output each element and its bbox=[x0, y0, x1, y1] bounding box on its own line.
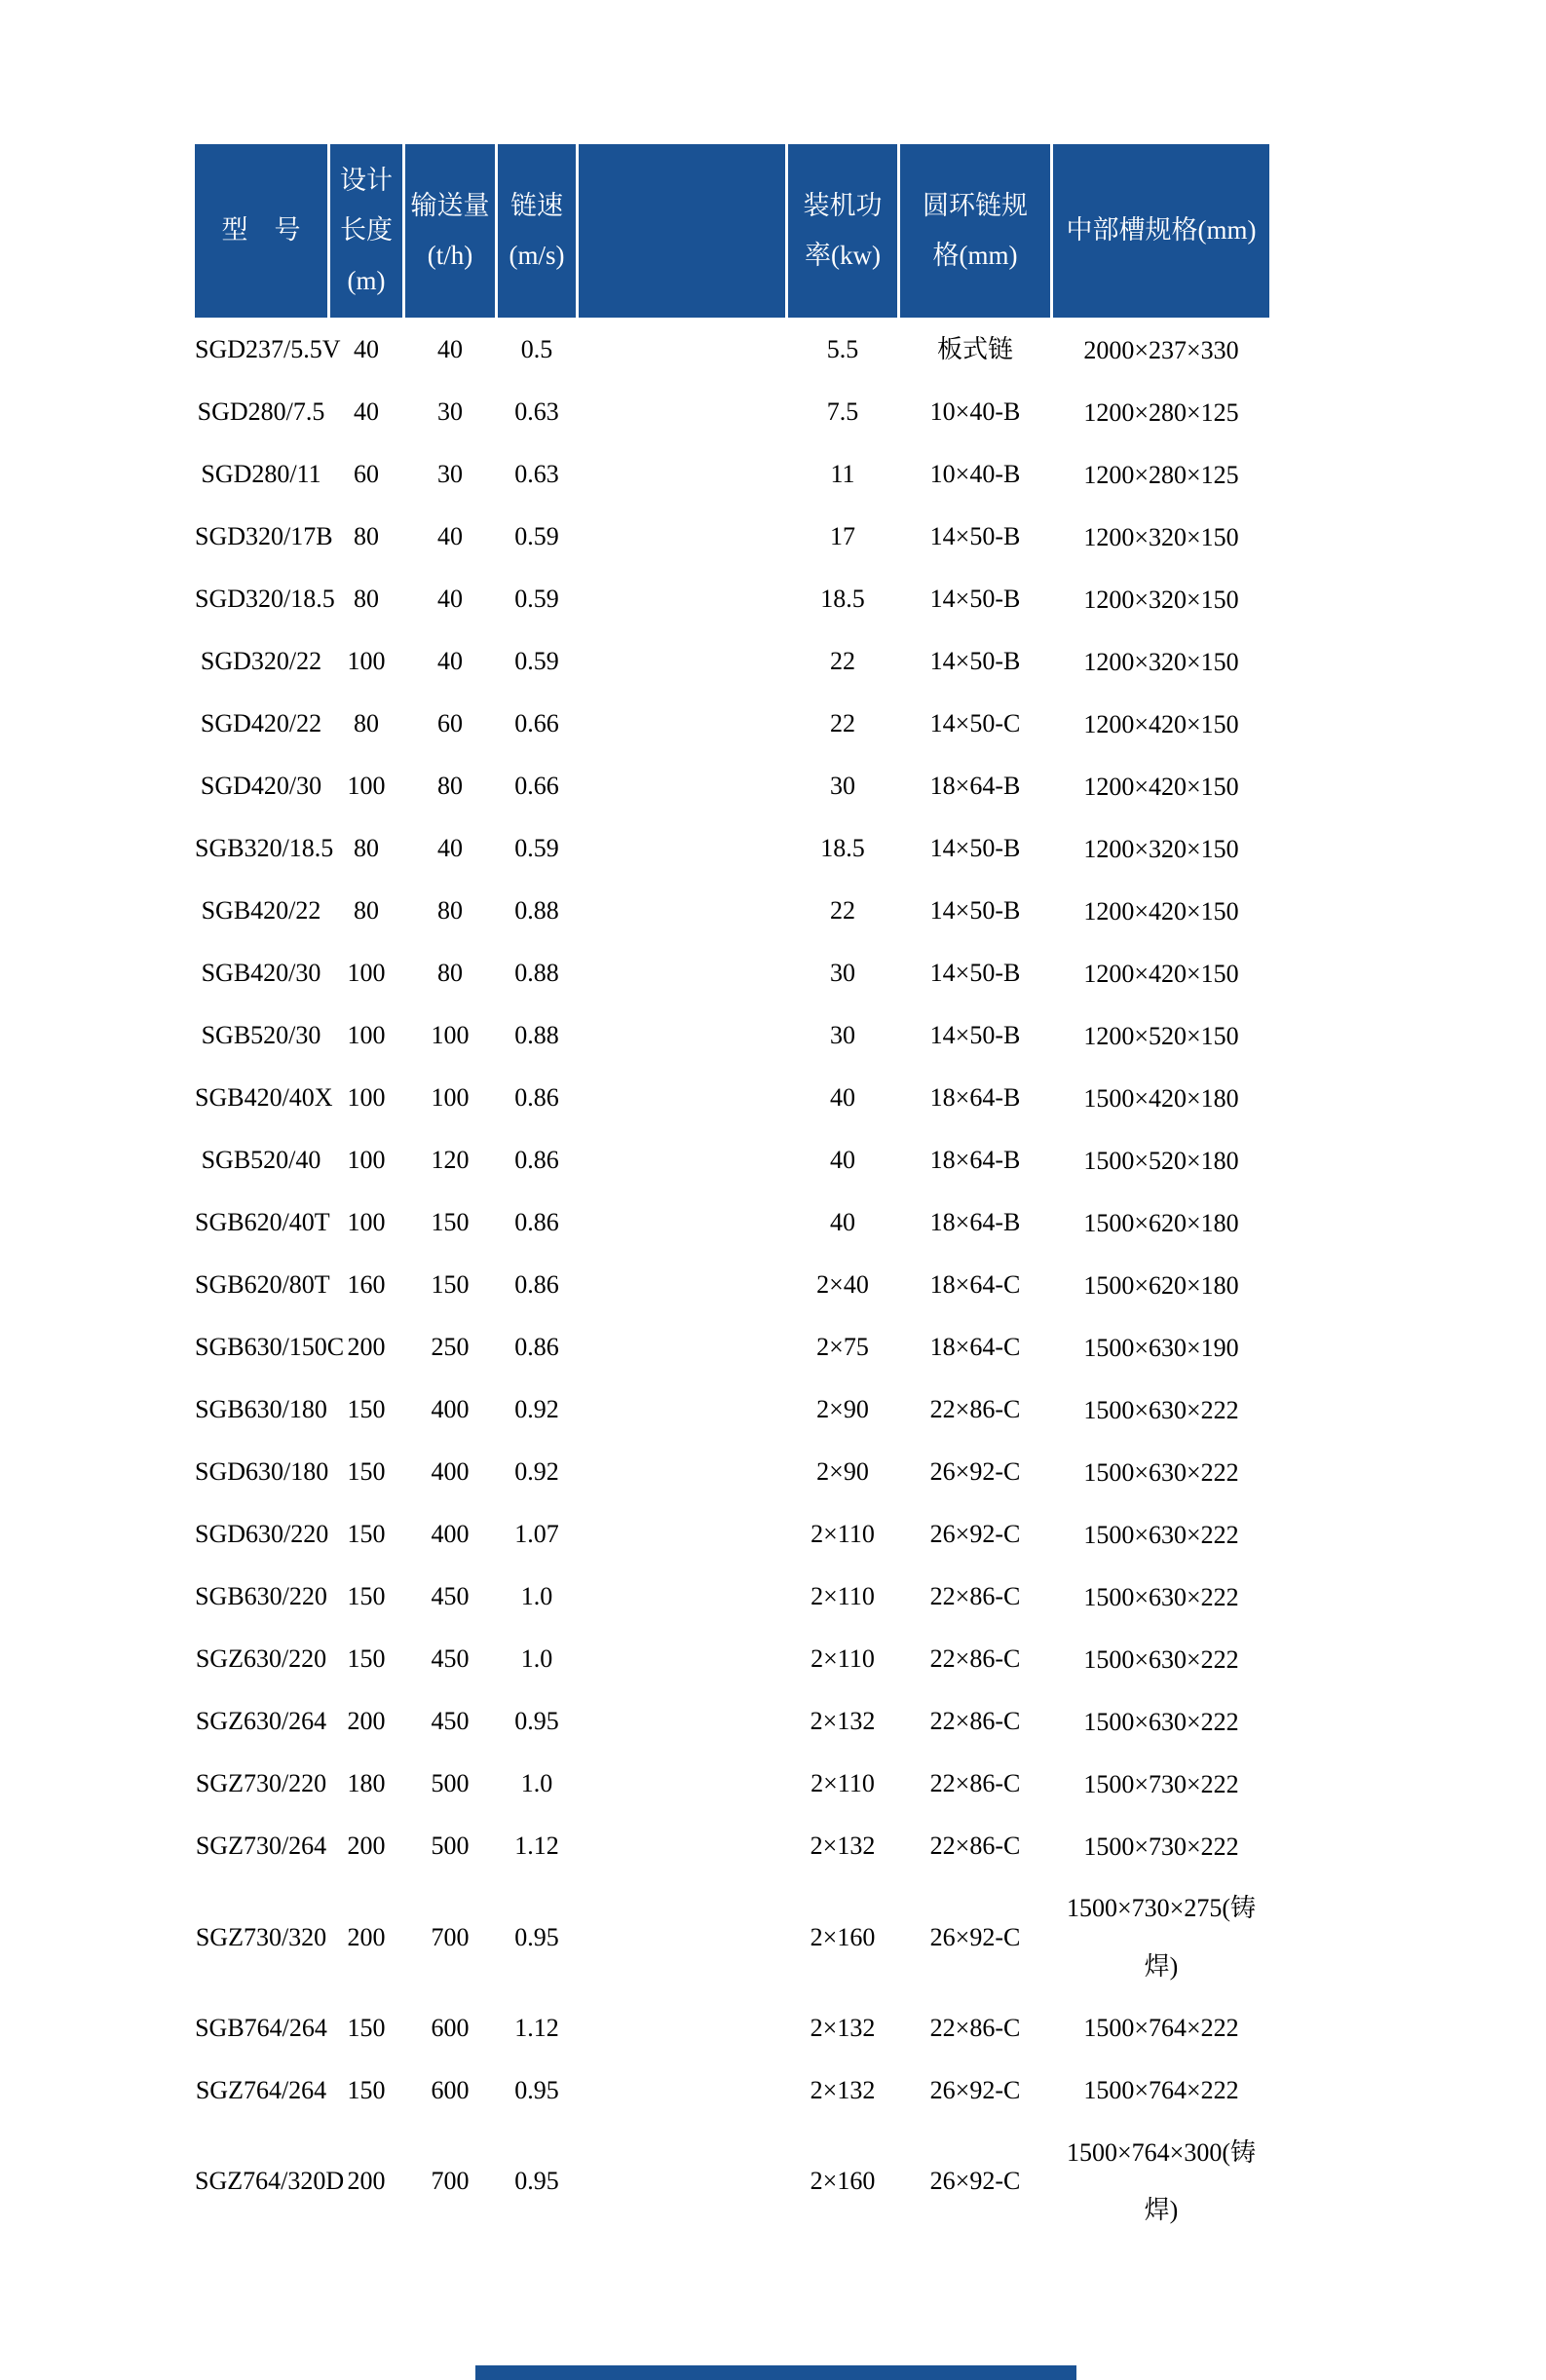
cell-model: SGB520/40 bbox=[201, 1146, 321, 1175]
cell-spacer bbox=[579, 1755, 785, 1814]
cell-installed-power: 2×132 bbox=[810, 1832, 876, 1861]
cell-middle-trough-spec: 1500×730×222 bbox=[1083, 1769, 1239, 1798]
cell-chain-speed: 0.88 bbox=[514, 1021, 559, 1050]
table-row bbox=[195, 383, 1269, 442]
cell-spacer bbox=[579, 321, 785, 380]
cell-ring-chain-spec: 18×64-B bbox=[929, 1208, 1021, 1237]
table-row bbox=[195, 944, 1269, 1003]
cell-chain-speed: 0.95 bbox=[514, 1707, 559, 1736]
column-header-line: 输送量 bbox=[410, 190, 490, 220]
cell-capacity: 40 bbox=[437, 335, 463, 364]
column-header-ring-chain-spec bbox=[900, 144, 1050, 318]
table-row bbox=[195, 1630, 1269, 1689]
cell-model: SGD237/5.5V bbox=[195, 335, 341, 364]
cell-chain-speed: 1.07 bbox=[514, 1520, 559, 1549]
spec-table bbox=[192, 141, 1272, 2243]
cell-spacer bbox=[579, 944, 785, 1003]
cell-spacer bbox=[579, 1318, 785, 1378]
cell-chain-speed: 0.63 bbox=[514, 460, 559, 489]
cell-chain-speed: 1.0 bbox=[520, 1582, 553, 1611]
table-row bbox=[195, 2061, 1269, 2121]
cell-spacer bbox=[579, 757, 785, 816]
cell-capacity: 700 bbox=[431, 1922, 470, 1951]
cell-installed-power: 5.5 bbox=[826, 335, 859, 364]
cell-capacity: 40 bbox=[437, 522, 463, 551]
cell-capacity: 40 bbox=[437, 834, 463, 863]
cell-installed-power: 30 bbox=[830, 1021, 855, 1050]
cell-capacity: 40 bbox=[437, 647, 463, 676]
cell-model: SGB420/40X bbox=[195, 1083, 333, 1113]
cell-ring-chain-spec: 14×50-B bbox=[929, 647, 1021, 676]
table-row bbox=[195, 1193, 1269, 1253]
cell-ring-chain-spec: 14×50-B bbox=[929, 959, 1021, 988]
cell-ring-chain-spec: 18×64-C bbox=[929, 1270, 1021, 1300]
cell-model: SGB520/30 bbox=[201, 1021, 321, 1050]
cell-ring-chain-spec: 22×86-C bbox=[929, 1644, 1021, 1674]
cell-installed-power: 7.5 bbox=[826, 397, 859, 427]
cell-capacity: 100 bbox=[431, 1021, 470, 1050]
cell-capacity: 150 bbox=[431, 1270, 470, 1300]
cell-design-length: 40 bbox=[354, 397, 379, 427]
cell-middle-trough-spec: 1500×630×222 bbox=[1083, 1395, 1239, 1424]
next-table-partial-header-bar bbox=[475, 2365, 1076, 2380]
cell-chain-speed: 0.86 bbox=[514, 1270, 559, 1300]
cell-middle-trough-spec: 1500×630×222 bbox=[1083, 1582, 1239, 1611]
table-row bbox=[195, 1755, 1269, 1814]
cell-design-length: 80 bbox=[354, 585, 379, 614]
cell-middle-trough-spec: 1200×320×150 bbox=[1083, 522, 1239, 551]
cell-installed-power: 2×110 bbox=[811, 1582, 875, 1611]
cell-chain-speed: 1.0 bbox=[520, 1644, 553, 1674]
cell-design-length: 100 bbox=[347, 1083, 386, 1113]
cell-model: SGB764/264 bbox=[195, 2013, 327, 2042]
cell-ring-chain-spec: 14×50-C bbox=[929, 709, 1021, 738]
cell-model: SGZ630/264 bbox=[195, 1707, 327, 1736]
column-header-line: 链速 bbox=[510, 190, 563, 220]
table-row bbox=[195, 1443, 1269, 1502]
cell-installed-power: 2×110 bbox=[811, 1644, 875, 1674]
cell-installed-power: 22 bbox=[830, 896, 855, 926]
cell-middle-trough-spec: 1500×520×180 bbox=[1083, 1146, 1239, 1175]
cell-ring-chain-spec: 18×64-B bbox=[929, 772, 1021, 801]
cell-model: SGD630/220 bbox=[195, 1520, 329, 1549]
cell-middle-trough-spec: 1500×630×190 bbox=[1083, 1333, 1239, 1362]
cell-design-length: 150 bbox=[347, 1582, 386, 1611]
cell-capacity: 60 bbox=[437, 709, 463, 738]
cell-middle-trough-spec: 1500×620×180 bbox=[1083, 1208, 1239, 1237]
column-header-model bbox=[195, 144, 327, 318]
cell-chain-speed: 1.12 bbox=[514, 1832, 559, 1861]
column-header-line: 格(mm) bbox=[932, 241, 1018, 270]
cell-ring-chain-spec: 22×86-C bbox=[929, 1832, 1021, 1861]
cell-capacity: 400 bbox=[431, 1457, 470, 1487]
cell-middle-trough-spec: 1500×764×222 bbox=[1083, 2014, 1239, 2043]
cell-spacer bbox=[579, 632, 785, 692]
cell-middle-trough-spec: 1500×730×222 bbox=[1083, 1832, 1239, 1861]
cell-design-length: 150 bbox=[347, 1644, 386, 1674]
table-row bbox=[195, 321, 1269, 380]
cell-model: SGB420/22 bbox=[201, 896, 321, 926]
cell-capacity: 450 bbox=[431, 1644, 470, 1674]
cell-middle-trough-spec: 1200×420×150 bbox=[1083, 959, 1239, 988]
cell-design-length: 150 bbox=[347, 2013, 386, 2042]
cell-spacer bbox=[579, 445, 785, 505]
cell-model: SGB320/18.5 bbox=[195, 834, 334, 863]
cell-installed-power: 2×40 bbox=[816, 1270, 869, 1300]
cell-chain-speed: 0.86 bbox=[514, 1083, 559, 1113]
cell-capacity: 80 bbox=[437, 772, 463, 801]
cell-model: SGB630/150C bbox=[195, 1333, 345, 1362]
cell-chain-speed: 0.59 bbox=[514, 834, 559, 863]
cell-design-length: 40 bbox=[354, 335, 379, 364]
cell-ring-chain-spec: 14×50-B bbox=[929, 896, 1021, 926]
cell-model: SGD320/22 bbox=[200, 647, 322, 676]
cell-design-length: 80 bbox=[354, 896, 379, 926]
cell-ring-chain-spec: 22×86-C bbox=[929, 1395, 1021, 1424]
cell-installed-power: 2×110 bbox=[811, 1520, 875, 1549]
cell-middle-trough-spec: 1500×630×222 bbox=[1083, 1644, 1239, 1674]
cell-model: SGB620/80T bbox=[195, 1270, 330, 1300]
cell-model: SGB620/40T bbox=[195, 1208, 330, 1237]
cell-capacity: 150 bbox=[431, 1208, 470, 1237]
table-row bbox=[195, 1006, 1269, 1066]
cell-design-length: 80 bbox=[354, 834, 379, 863]
table-row bbox=[195, 2124, 1269, 2241]
column-header-line: 长度 bbox=[340, 215, 393, 246]
cell-ring-chain-spec: 18×64-B bbox=[929, 1146, 1021, 1175]
cell-middle-trough-spec: 1200×420×150 bbox=[1083, 772, 1239, 801]
cell-spacer bbox=[579, 1999, 785, 2059]
cell-spacer bbox=[579, 1630, 785, 1689]
cell-model: SGD280/11 bbox=[201, 460, 321, 489]
cell-capacity: 500 bbox=[431, 1769, 470, 1798]
table-row bbox=[195, 508, 1269, 567]
cell-installed-power: 2×75 bbox=[816, 1333, 869, 1362]
cell-design-length: 60 bbox=[354, 460, 379, 489]
cell-design-length: 100 bbox=[347, 959, 386, 988]
cell-ring-chain-spec: 18×64-B bbox=[929, 1083, 1021, 1113]
cell-middle-trough-spec: 1200×280×125 bbox=[1083, 460, 1239, 489]
cell-spacer bbox=[579, 1879, 785, 1996]
table-row bbox=[195, 632, 1269, 692]
cell-capacity: 400 bbox=[431, 1520, 470, 1549]
cell-spacer bbox=[579, 1069, 785, 1128]
cell-spacer bbox=[579, 1568, 785, 1627]
cell-installed-power: 22 bbox=[830, 709, 855, 738]
table-row bbox=[195, 1131, 1269, 1190]
cell-chain-speed: 0.95 bbox=[514, 2075, 559, 2104]
cell-chain-speed: 0.86 bbox=[514, 1333, 559, 1362]
cell-ring-chain-spec: 22×86-C bbox=[929, 2013, 1021, 2042]
cell-design-length: 100 bbox=[347, 1021, 386, 1050]
cell-capacity: 120 bbox=[431, 1146, 470, 1175]
cell-ring-chain-spec: 22×86-C bbox=[929, 1582, 1021, 1611]
cell-installed-power: 2×160 bbox=[810, 1922, 876, 1951]
cell-spacer bbox=[579, 1443, 785, 1502]
cell-capacity: 30 bbox=[437, 460, 463, 489]
cell-ring-chain-spec: 22×86-C bbox=[929, 1707, 1021, 1736]
cell-spacer bbox=[579, 2061, 785, 2121]
cell-design-length: 150 bbox=[347, 1520, 386, 1549]
cell-installed-power: 11 bbox=[830, 460, 855, 489]
cell-ring-chain-spec: 10×40-B bbox=[929, 397, 1021, 427]
cell-ring-chain-spec: 板式链 bbox=[936, 335, 1013, 364]
cell-ring-chain-spec: 26×92-C bbox=[929, 2167, 1021, 2196]
cell-model: SGZ730/264 bbox=[195, 1832, 327, 1861]
cell-ring-chain-spec: 26×92-C bbox=[929, 1922, 1021, 1951]
cell-ring-chain-spec: 26×92-C bbox=[929, 2075, 1021, 2104]
column-header-capacity bbox=[405, 144, 495, 318]
cell-spacer bbox=[579, 1380, 785, 1440]
cell-capacity: 500 bbox=[431, 1832, 470, 1861]
column-header-line: (m/s) bbox=[509, 241, 565, 270]
cell-spacer bbox=[579, 1006, 785, 1066]
column-header-spacer bbox=[579, 144, 785, 318]
cell-middle-trough-spec: 1200×320×150 bbox=[1083, 834, 1239, 863]
table-row bbox=[195, 1380, 1269, 1440]
cell-spacer bbox=[579, 819, 785, 879]
cell-ring-chain-spec: 22×86-C bbox=[929, 1769, 1021, 1798]
cell-middle-trough-spec: 1200×320×150 bbox=[1083, 647, 1239, 676]
column-header-line: (m) bbox=[347, 265, 386, 295]
column-header-chain-speed bbox=[498, 144, 576, 318]
cell-ring-chain-spec: 14×50-B bbox=[929, 585, 1021, 614]
cell-chain-speed: 0.95 bbox=[514, 2167, 559, 2196]
cell-design-length: 150 bbox=[347, 2075, 386, 2104]
table-row bbox=[195, 882, 1269, 941]
cell-capacity: 600 bbox=[431, 2075, 470, 2104]
cell-model: SGD630/180 bbox=[195, 1457, 329, 1487]
cell-middle-trough-spec: 1200×420×150 bbox=[1083, 709, 1239, 738]
cell-design-length: 100 bbox=[347, 1208, 386, 1237]
cell-capacity: 450 bbox=[431, 1582, 470, 1611]
table-row bbox=[195, 1256, 1269, 1315]
table-row bbox=[195, 445, 1269, 505]
cell-spacer bbox=[579, 1131, 785, 1190]
cell-middle-trough-spec: 1500×764×222 bbox=[1083, 2076, 1239, 2105]
cell-chain-speed: 0.66 bbox=[514, 772, 559, 801]
cell-capacity: 450 bbox=[431, 1707, 470, 1736]
cell-model: SGZ764/264 bbox=[195, 2075, 327, 2104]
cell-ring-chain-spec: 26×92-C bbox=[929, 1457, 1021, 1487]
cell-installed-power: 18.5 bbox=[820, 834, 865, 863]
cell-spacer bbox=[579, 2124, 785, 2241]
cell-spacer bbox=[579, 508, 785, 567]
cell-design-length: 200 bbox=[347, 1333, 386, 1362]
cell-installed-power: 2×132 bbox=[810, 1707, 876, 1736]
cell-chain-speed: 1.12 bbox=[514, 2013, 559, 2042]
cell-installed-power: 40 bbox=[830, 1208, 855, 1237]
cell-middle-trough-spec: 1500×630×222 bbox=[1083, 1457, 1239, 1487]
cell-design-length: 100 bbox=[347, 647, 386, 676]
cell-capacity: 600 bbox=[431, 2013, 470, 2042]
cell-design-length: 80 bbox=[354, 709, 379, 738]
cell-ring-chain-spec: 18×64-C bbox=[929, 1333, 1021, 1362]
column-header-line: 中部槽规格(mm) bbox=[1066, 215, 1257, 246]
cell-model: SGZ730/320 bbox=[195, 1922, 327, 1951]
cell-model: SGB630/180 bbox=[195, 1395, 327, 1424]
cell-design-length: 150 bbox=[347, 1395, 386, 1424]
table-row bbox=[195, 1999, 1269, 2059]
column-header-line: 率(kw) bbox=[805, 241, 881, 270]
cell-middle-trough-spec: 1500×630×222 bbox=[1083, 1707, 1239, 1736]
table-row bbox=[195, 1318, 1269, 1378]
cell-installed-power: 2×132 bbox=[810, 2075, 876, 2104]
cell-middle-trough-spec: 2000×237×330 bbox=[1083, 335, 1239, 364]
cell-design-length: 80 bbox=[354, 522, 379, 551]
cell-installed-power: 17 bbox=[830, 522, 855, 551]
cell-middle-trough-spec: 1500×764×300(铸焊) bbox=[1067, 2137, 1256, 2225]
cell-chain-speed: 0.95 bbox=[514, 1922, 559, 1951]
cell-installed-power: 2×90 bbox=[816, 1457, 869, 1487]
cell-chain-speed: 0.59 bbox=[514, 522, 559, 551]
cell-spacer bbox=[579, 570, 785, 629]
cell-model: SGB630/220 bbox=[195, 1582, 327, 1611]
cell-spacer bbox=[579, 383, 785, 442]
table-row bbox=[195, 1692, 1269, 1752]
cell-ring-chain-spec: 14×50-B bbox=[929, 834, 1021, 863]
cell-chain-speed: 0.5 bbox=[520, 335, 553, 364]
cell-design-length: 180 bbox=[347, 1769, 386, 1798]
column-header-line: 型 号 bbox=[221, 215, 301, 246]
column-header-line: 圆环链规 bbox=[923, 190, 1028, 220]
cell-ring-chain-spec: 10×40-B bbox=[929, 460, 1021, 489]
table-row bbox=[195, 570, 1269, 629]
table-header bbox=[195, 144, 1269, 318]
column-header-line: 设计 bbox=[340, 166, 393, 196]
cell-spacer bbox=[579, 1817, 785, 1876]
cell-middle-trough-spec: 1500×730×275(铸焊) bbox=[1067, 1894, 1256, 1981]
table-row bbox=[195, 1505, 1269, 1565]
cell-installed-power: 40 bbox=[830, 1083, 855, 1113]
cell-ring-chain-spec: 14×50-B bbox=[929, 522, 1021, 551]
cell-installed-power: 30 bbox=[830, 959, 855, 988]
cell-chain-speed: 0.88 bbox=[514, 959, 559, 988]
cell-middle-trough-spec: 1500×420×180 bbox=[1083, 1083, 1239, 1113]
cell-installed-power: 30 bbox=[830, 772, 855, 801]
cell-design-length: 200 bbox=[347, 1707, 386, 1736]
cell-chain-speed: 0.59 bbox=[514, 585, 559, 614]
cell-model: SGD320/18.5 bbox=[195, 585, 335, 614]
cell-design-length: 160 bbox=[347, 1270, 386, 1300]
cell-middle-trough-spec: 1200×280×125 bbox=[1083, 397, 1239, 427]
cell-spacer bbox=[579, 1692, 785, 1752]
cell-design-length: 200 bbox=[347, 1832, 386, 1861]
cell-capacity: 250 bbox=[431, 1333, 470, 1362]
cell-chain-speed: 0.63 bbox=[514, 397, 559, 427]
table-body bbox=[195, 321, 1269, 2240]
table-row bbox=[195, 695, 1269, 754]
cell-capacity: 700 bbox=[431, 2167, 470, 2196]
cell-design-length: 200 bbox=[347, 2167, 386, 2196]
cell-chain-speed: 0.88 bbox=[514, 896, 559, 926]
cell-capacity: 400 bbox=[431, 1395, 470, 1424]
cell-capacity: 80 bbox=[437, 959, 463, 988]
column-header-line: 装机功 bbox=[803, 190, 883, 220]
cell-chain-speed: 1.0 bbox=[520, 1769, 553, 1798]
cell-spacer bbox=[579, 1505, 785, 1565]
cell-installed-power: 2×90 bbox=[816, 1395, 869, 1424]
cell-middle-trough-spec: 1200×420×150 bbox=[1083, 896, 1239, 926]
table-row bbox=[195, 1568, 1269, 1627]
cell-model: SGD420/30 bbox=[200, 772, 322, 801]
cell-spacer bbox=[579, 1256, 785, 1315]
cell-model: SGD420/22 bbox=[200, 709, 322, 738]
cell-middle-trough-spec: 1500×620×180 bbox=[1083, 1270, 1239, 1300]
table-row bbox=[195, 819, 1269, 879]
cell-middle-trough-spec: 1500×630×222 bbox=[1083, 1520, 1239, 1549]
cell-chain-speed: 0.59 bbox=[514, 647, 559, 676]
cell-capacity: 100 bbox=[431, 1083, 470, 1113]
table-row bbox=[195, 1879, 1269, 1996]
cell-design-length: 200 bbox=[347, 1922, 386, 1951]
cell-capacity: 40 bbox=[437, 585, 463, 614]
cell-chain-speed: 0.92 bbox=[514, 1457, 559, 1487]
cell-chain-speed: 0.86 bbox=[514, 1146, 559, 1175]
column-header-design-length bbox=[330, 144, 402, 318]
cell-middle-trough-spec: 1200×520×150 bbox=[1083, 1021, 1239, 1050]
column-header-line: (t/h) bbox=[427, 241, 473, 270]
cell-installed-power: 2×110 bbox=[811, 1769, 875, 1798]
table-row bbox=[195, 1069, 1269, 1128]
cell-model: SGD320/17B bbox=[195, 522, 333, 551]
cell-installed-power: 2×132 bbox=[810, 2013, 876, 2042]
cell-installed-power: 22 bbox=[830, 647, 855, 676]
column-header-middle-trough-spec bbox=[1053, 144, 1269, 318]
cell-middle-trough-spec: 1200×320×150 bbox=[1083, 585, 1239, 614]
table-row bbox=[195, 1817, 1269, 1876]
cell-model: SGZ630/220 bbox=[195, 1644, 327, 1674]
cell-chain-speed: 0.92 bbox=[514, 1395, 559, 1424]
cell-spacer bbox=[579, 695, 785, 754]
cell-model: SGZ730/220 bbox=[195, 1769, 327, 1798]
cell-ring-chain-spec: 14×50-B bbox=[929, 1021, 1021, 1050]
cell-ring-chain-spec: 26×92-C bbox=[929, 1520, 1021, 1549]
cell-installed-power: 18.5 bbox=[820, 585, 865, 614]
cell-design-length: 150 bbox=[347, 1457, 386, 1487]
cell-model: SGB420/30 bbox=[201, 959, 321, 988]
cell-installed-power: 2×160 bbox=[810, 2167, 876, 2196]
table-row bbox=[195, 757, 1269, 816]
cell-installed-power: 40 bbox=[830, 1146, 855, 1175]
cell-chain-speed: 0.66 bbox=[514, 709, 559, 738]
cell-design-length: 100 bbox=[347, 772, 386, 801]
cell-spacer bbox=[579, 882, 785, 941]
cell-model: SGD280/7.5 bbox=[197, 397, 325, 427]
cell-capacity: 80 bbox=[437, 896, 463, 926]
cell-model: SGZ764/320D bbox=[195, 2167, 345, 2196]
cell-spacer bbox=[579, 1193, 785, 1253]
header-row bbox=[195, 144, 1269, 318]
column-header-installed-power bbox=[788, 144, 897, 318]
cell-design-length: 100 bbox=[347, 1146, 386, 1175]
cell-chain-speed: 0.86 bbox=[514, 1208, 559, 1237]
cell-capacity: 30 bbox=[437, 397, 463, 427]
